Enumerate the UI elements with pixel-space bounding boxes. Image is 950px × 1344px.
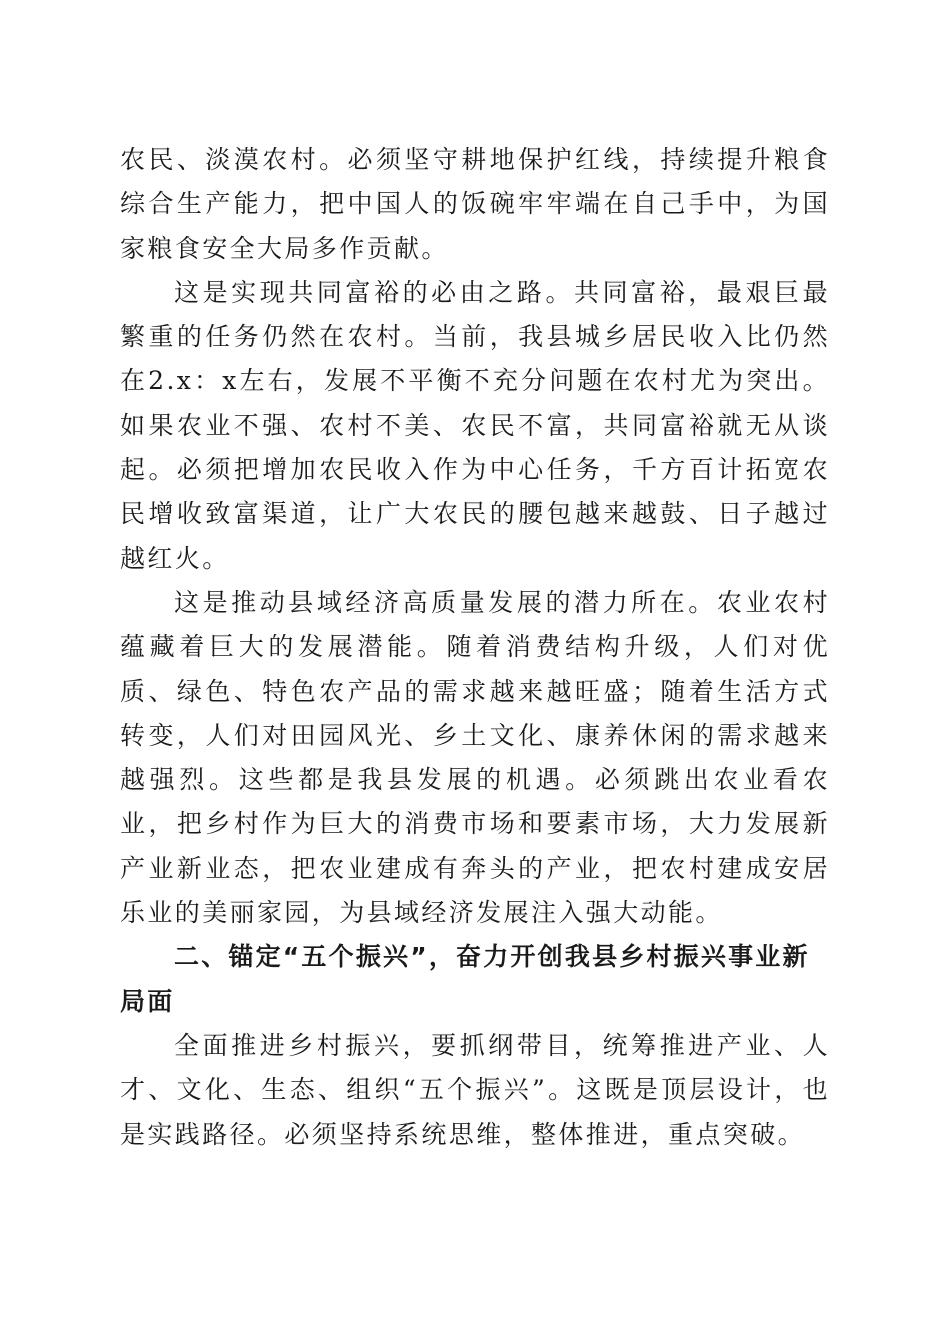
body-paragraph-five-revitalizations: 全面推进乡村振兴，要抓纲带目，统筹推进产业、人才、文化、生态、组织“五个振兴”。这既是顶层设计，也是实践路径。必须坚持系统思维，整体推进，重点突破。 — [120, 1030, 830, 1149]
document-page — [120, 138, 830, 1157]
section-heading: 二、锚定“五个振兴”，奋力开创我县乡村振兴事业新局面 — [120, 942, 810, 1016]
body-paragraph-continuation: 农民、淡漠农村。必须坚守耕地保护红线，持续提升粮食综合生产能力，把中国人的饭碗牢牢端在自己手中，为国家粮食安全大局多作贡献。 — [120, 145, 830, 263]
body-paragraph-county-economy: 这是推动县域经济高质量发展的潜力所在。农业农村蕴藏着巨大的发展潜能。随着消费结构升级，人们对优质、绿色、特色农产品的需求越来越旺盛；随着生活方式转变，人们对田园风光、乡土文化、康养休闲的需求越来越强烈。这些都是我县发展的机遇。必须跳出农业看农业，把乡村作为巨大的消费市场和要素市场，大力发展新产业新业态，把农业建成有奔头的产业，把农村建成安居乐业的美丽家园，为县域经济发展注入强大动能。 — [120, 587, 830, 928]
body-paragraph-common-prosperity: 这是实现共同富裕的必由之路。共同富裕，最艰巨最繁重的任务仍然在农村。当前，我县城乡居民收入比仍然在2.x：x左右，发展不平衡不充分问题在农村尤为突出。如果农业不强、农村不美、农民不富，共同富裕就无从谈起。必须把增加农民收入作为中心任务，千方百计拓宽农民增收致富渠道，让广大农民的腰包越来越鼓、日子越过越红火。 — [120, 277, 830, 573]
